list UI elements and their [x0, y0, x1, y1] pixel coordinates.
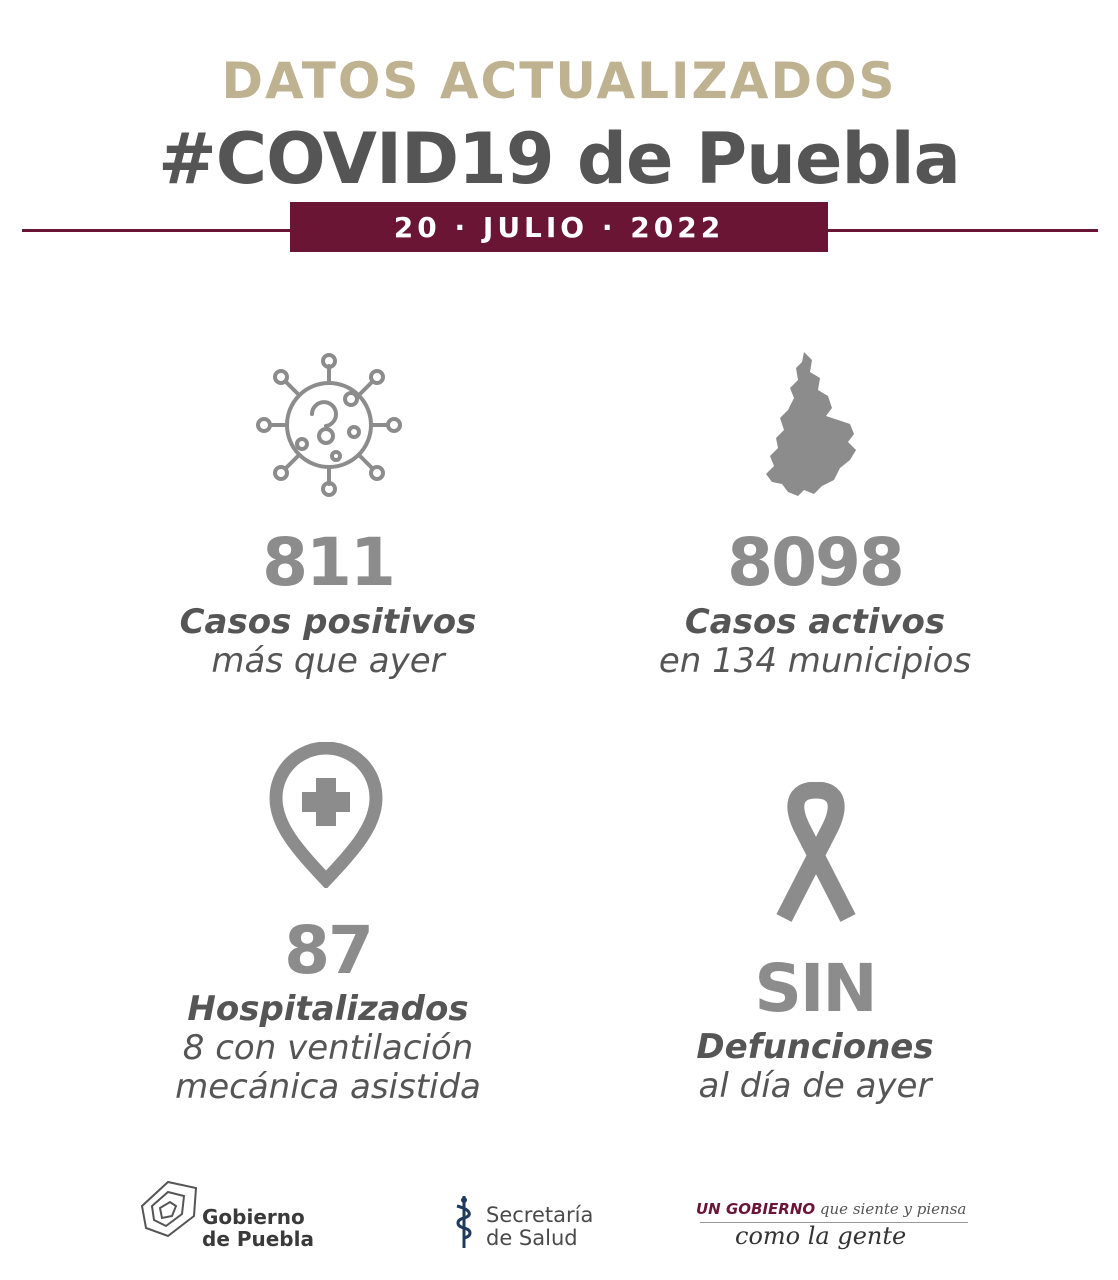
salud-line-2: de Salud — [486, 1226, 578, 1251]
hospitalized-subtitle-2: mecánica asistida — [175, 1067, 481, 1108]
active-cases-label — [615, 603, 1015, 681]
slogan-top — [696, 1200, 966, 1218]
date-banner — [290, 202, 828, 252]
page-title: #COVID19 de Puebla — [158, 118, 960, 200]
gobierno-puebla-logo — [138, 1176, 200, 1240]
deaths-subtitle: al día de ayer — [698, 1066, 932, 1107]
virus-icon — [254, 352, 404, 497]
slogan-script: como la gente — [735, 1222, 907, 1250]
hospitalized-title: Hospitalizados — [187, 989, 469, 1029]
active-cases-title: Casos activos — [684, 602, 946, 642]
positive-cases-subtitle: más que ayer — [211, 641, 445, 682]
hospital-pin-icon — [268, 742, 384, 888]
hospitalized-label — [128, 990, 528, 1107]
positive-cases-value: 811 — [262, 524, 394, 601]
header-kicker: DATOS ACTUALIZADOS — [221, 52, 897, 110]
secretaria-salud-text — [486, 1204, 593, 1250]
hospitalized-subtitle-1: 8 con ventilación — [182, 1028, 474, 1069]
gobierno-line-2: de Puebla — [202, 1227, 314, 1251]
deaths-label — [615, 1028, 1015, 1106]
active-cases-value: 8098 — [727, 524, 903, 601]
active-cases-subtitle: en 134 municipios — [658, 641, 972, 682]
positive-cases-title: Casos positivos — [179, 602, 477, 642]
positive-cases-label — [128, 603, 528, 681]
date-label: 20 · JULIO · 2022 — [393, 210, 725, 244]
ribbon-icon — [766, 782, 866, 924]
salud-line-1: Secretaría — [486, 1203, 594, 1227]
deaths-value: SIN — [754, 950, 876, 1027]
gobierno-puebla-text — [202, 1206, 314, 1250]
deaths-title: Defunciones — [696, 1027, 934, 1067]
slogan-strong: UN GOBIERNO — [696, 1200, 816, 1218]
puebla-map-icon — [760, 350, 870, 498]
hospitalized-value: 87 — [284, 912, 372, 989]
gobierno-line-1: Gobierno — [202, 1205, 305, 1229]
caduceus-icon — [452, 1194, 476, 1250]
slogan-rest: que siente y piensa — [819, 1200, 967, 1218]
